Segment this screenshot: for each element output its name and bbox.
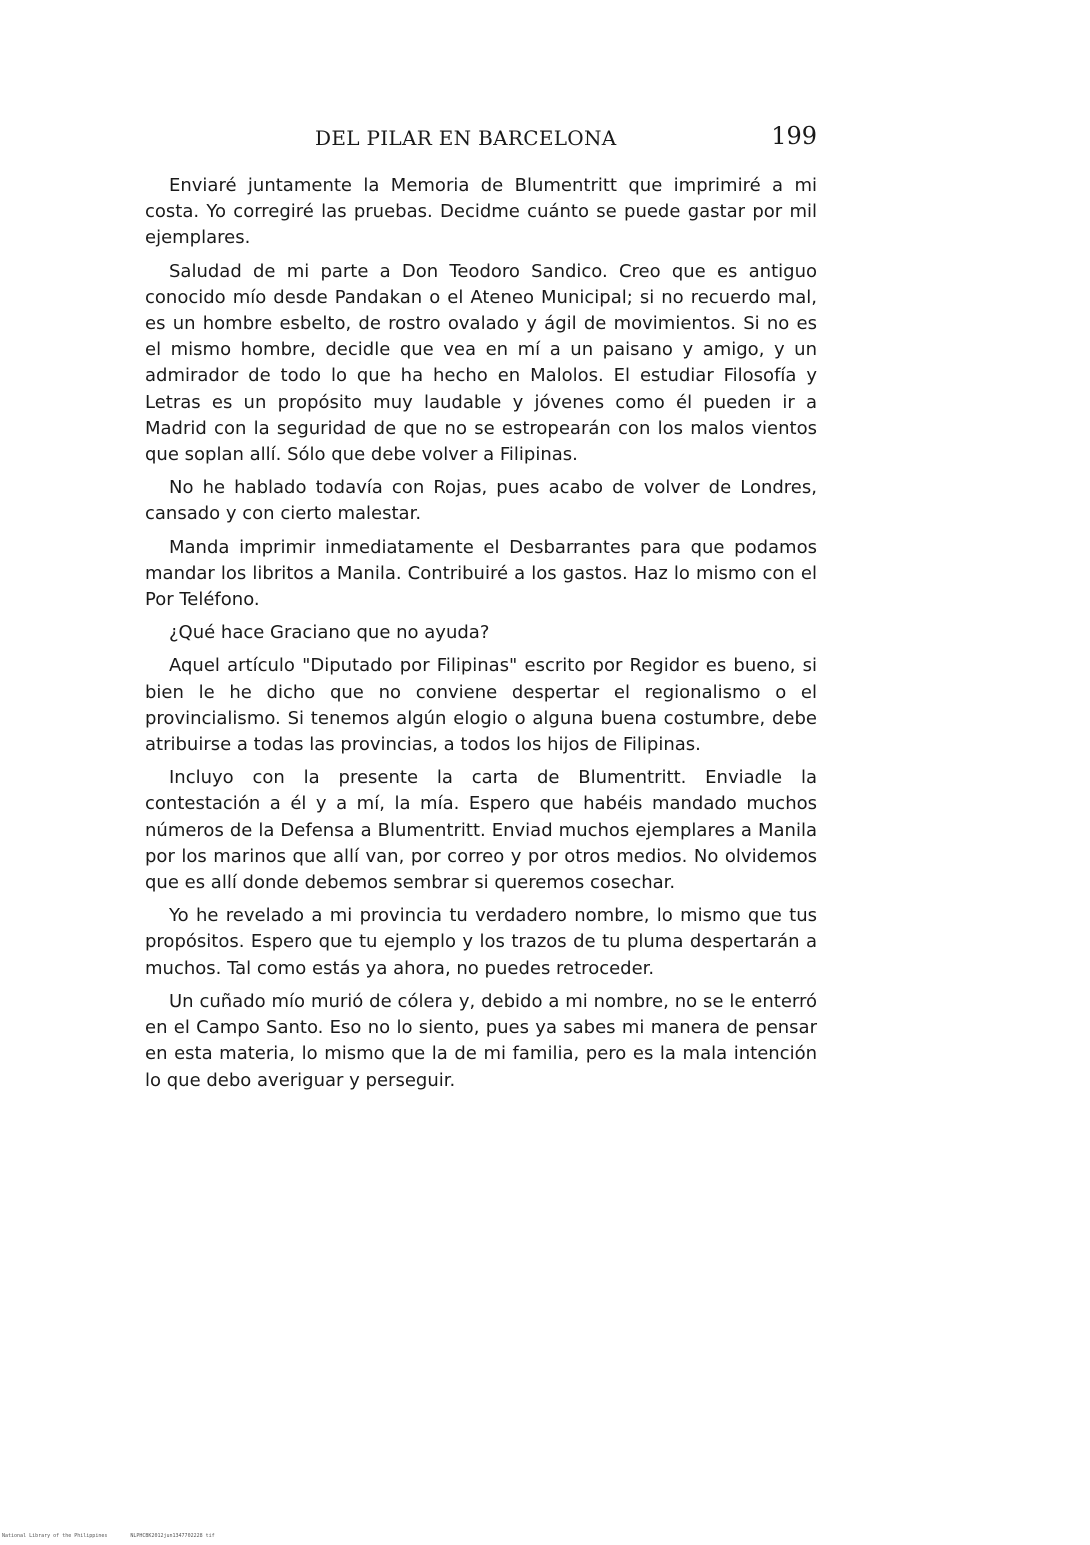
paragraph: Yo he revelado a mi provincia tu verdadero nombre, lo mismo que tus propósitos. Espero que tu ejemplo y los trazos de tu pluma despertarán a muchos. Tal como estás ya ahora, no puedes retroceder. <box>145 905 817 979</box>
scan-footer <box>2 1533 235 1539</box>
page-number: 199 <box>771 122 817 150</box>
paragraph: No he hablado todavía con Rojas, pues acabo de volver de Londres, cansado y con cierto malestar. <box>145 477 817 525</box>
paragraph: Enviaré juntamente la Memoria de Blumentritt que imprimiré a mi costa. Yo corregiré las pruebas. Decidme cuánto se puede gastar por mil ejemplares. <box>145 175 817 249</box>
running-title: DEL PILAR EN BARCELONA <box>315 126 617 150</box>
footer-scan-id: NLPHCBK2012jun1347702228 tif <box>130 1533 215 1539</box>
paragraph: Saludad de mi parte a Don Teodoro Sandico. Creo que es antiguo conocido mío desde Pandakan o el Ateneo Municipal; si no recuerdo mal, es un hombre esbelto, de rostro ovalado y ágil de movimientos. Si no es el mismo hombre, decidle que vea en mí a un paisano y amigo, y un admirador de todo lo que ha hecho en Malolos. El estudiar Filosofía y Letras es un propósito muy laudable y jóvenes como él pueden ir a Madrid con la seguridad de que no se estropearán con los malos vientos que soplan allí. Sólo que debe volver a Filipinas. <box>145 260 817 466</box>
page-header <box>145 122 821 162</box>
paragraph: ¿Qué hace Graciano que no ayuda? <box>169 622 490 644</box>
paragraph: Manda imprimir inmediatamente el Desbarrantes para que podamos mandar los libritos a Manila. Contribuiré a los gastos. Haz lo mismo con el Por Teléfono. <box>145 536 817 611</box>
paragraph: Incluyo con la presente la carta de Blumentritt. Enviadle la contestación a él y a mí, la mía. Espero que habéis mandado muchos números de la Defensa a Blumentritt. Enviad muchos ejemplares a Manila por los marinos que allí van, por correo y por otros medios. No olvidemos que es allí donde debemos sembrar si queremos cosechar. <box>145 767 817 894</box>
footer-library: National Library of the Philippines <box>2 1533 108 1539</box>
paragraph: Un cuñado mío murió de cólera y, debido a mi nombre, no se le enterró en el Campo Santo. Eso no lo siento, pues ya sabes mi manera de pensar en esta materia, lo mismo que la de mi familia, pero es la mala intención lo que debo averiguar y perseguir. <box>145 990 817 1091</box>
body-text <box>145 173 817 1101</box>
paragraph: Aquel artículo "Diputado por Filipinas" escrito por Regidor es bueno, si bien le he dicho que no conviene despertar el regionalismo o el provincialismo. Si tenemos algún elogio o alguna buena costumbre, debe atribuirse a todas las provincias, a todos los hijos de Filipinas. <box>145 655 817 756</box>
